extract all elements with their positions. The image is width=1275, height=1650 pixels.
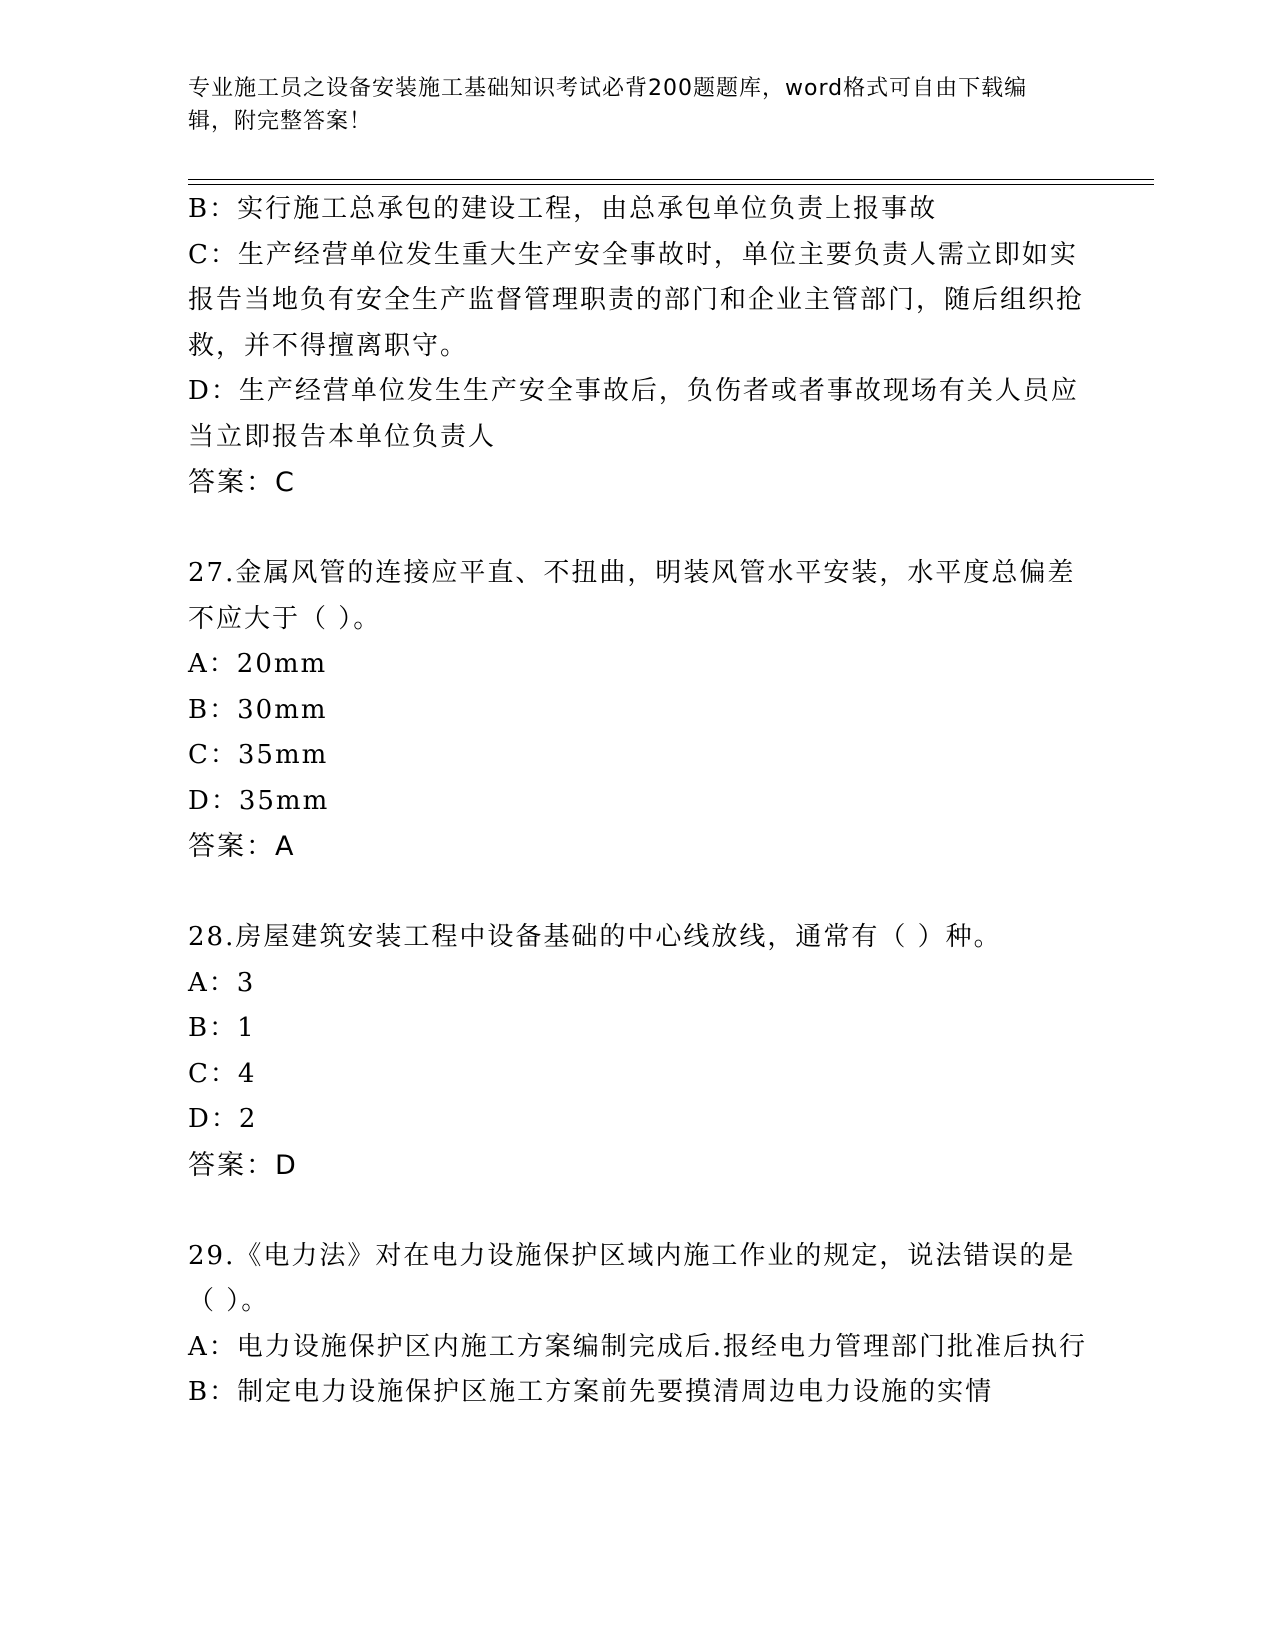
option-b: B：30mm xyxy=(188,694,328,725)
spacer xyxy=(188,870,1088,916)
question-fragment xyxy=(188,187,1088,506)
option-b: B：实行施工总承包的建设工程，由总承包单位负责上报事故 xyxy=(188,194,938,224)
answer: 答案：C xyxy=(188,467,296,498)
question-28 xyxy=(188,915,1088,1188)
question-text: 28.房屋建筑安装工程中设备基础的中心线放线，通常有（ ）种。 xyxy=(188,922,1002,952)
question-text: 27.金属风管的连接应平直、不扭曲，明装风管水平安装，水平度总偏差不应大于（ ）。 xyxy=(188,558,1076,634)
header-divider-top xyxy=(188,179,1154,180)
option-d: D：35mm xyxy=(188,785,330,816)
spacer xyxy=(188,1188,1088,1234)
document-header xyxy=(188,72,1068,138)
answer: 答案：D xyxy=(188,1149,298,1181)
document-body xyxy=(188,187,1088,1416)
option-d: D：生产经营单位发生生产安全事故后，负伤者或者事故现场有关人员应当立即报告本单位负责人 xyxy=(188,376,1079,452)
option-c: C：35mm xyxy=(188,740,329,770)
header-divider-bottom xyxy=(188,184,1154,185)
option-c: C：4 xyxy=(188,1058,257,1089)
option-a: A：电力设施保护区内施工方案编制完成后.报经电力管理部门批准后执行 xyxy=(188,1331,1088,1362)
option-b: B：制定电力设施保护区施工方案前先要摸清周边电力设施的实情 xyxy=(188,1377,994,1407)
spacer xyxy=(188,506,1088,552)
option-a: A：20mm xyxy=(188,649,328,679)
option-b: B：1 xyxy=(188,1013,256,1043)
answer: 答案：A xyxy=(188,831,296,862)
option-c: C：生产经营单位发生重大生产安全事故时，单位主要负责人需立即如实报告当地负有安全生产监督管理职责的部门和企业主管部门，随后组织抢救，并不得擅离职守。 xyxy=(188,239,1085,361)
question-text: 29.《电力法》对在电力设施保护区域内施工作业的规定，说法错误的是（ ）。 xyxy=(188,1240,1076,1316)
question-27 xyxy=(188,551,1088,870)
option-a: A：3 xyxy=(188,967,256,998)
header-title: 专业施工员之设备安装施工基础知识考试必背200题题库，word格式可自由下载编辑，附完整答案！ xyxy=(188,76,1028,134)
question-29 xyxy=(188,1234,1088,1416)
option-d: D：2 xyxy=(188,1104,258,1134)
